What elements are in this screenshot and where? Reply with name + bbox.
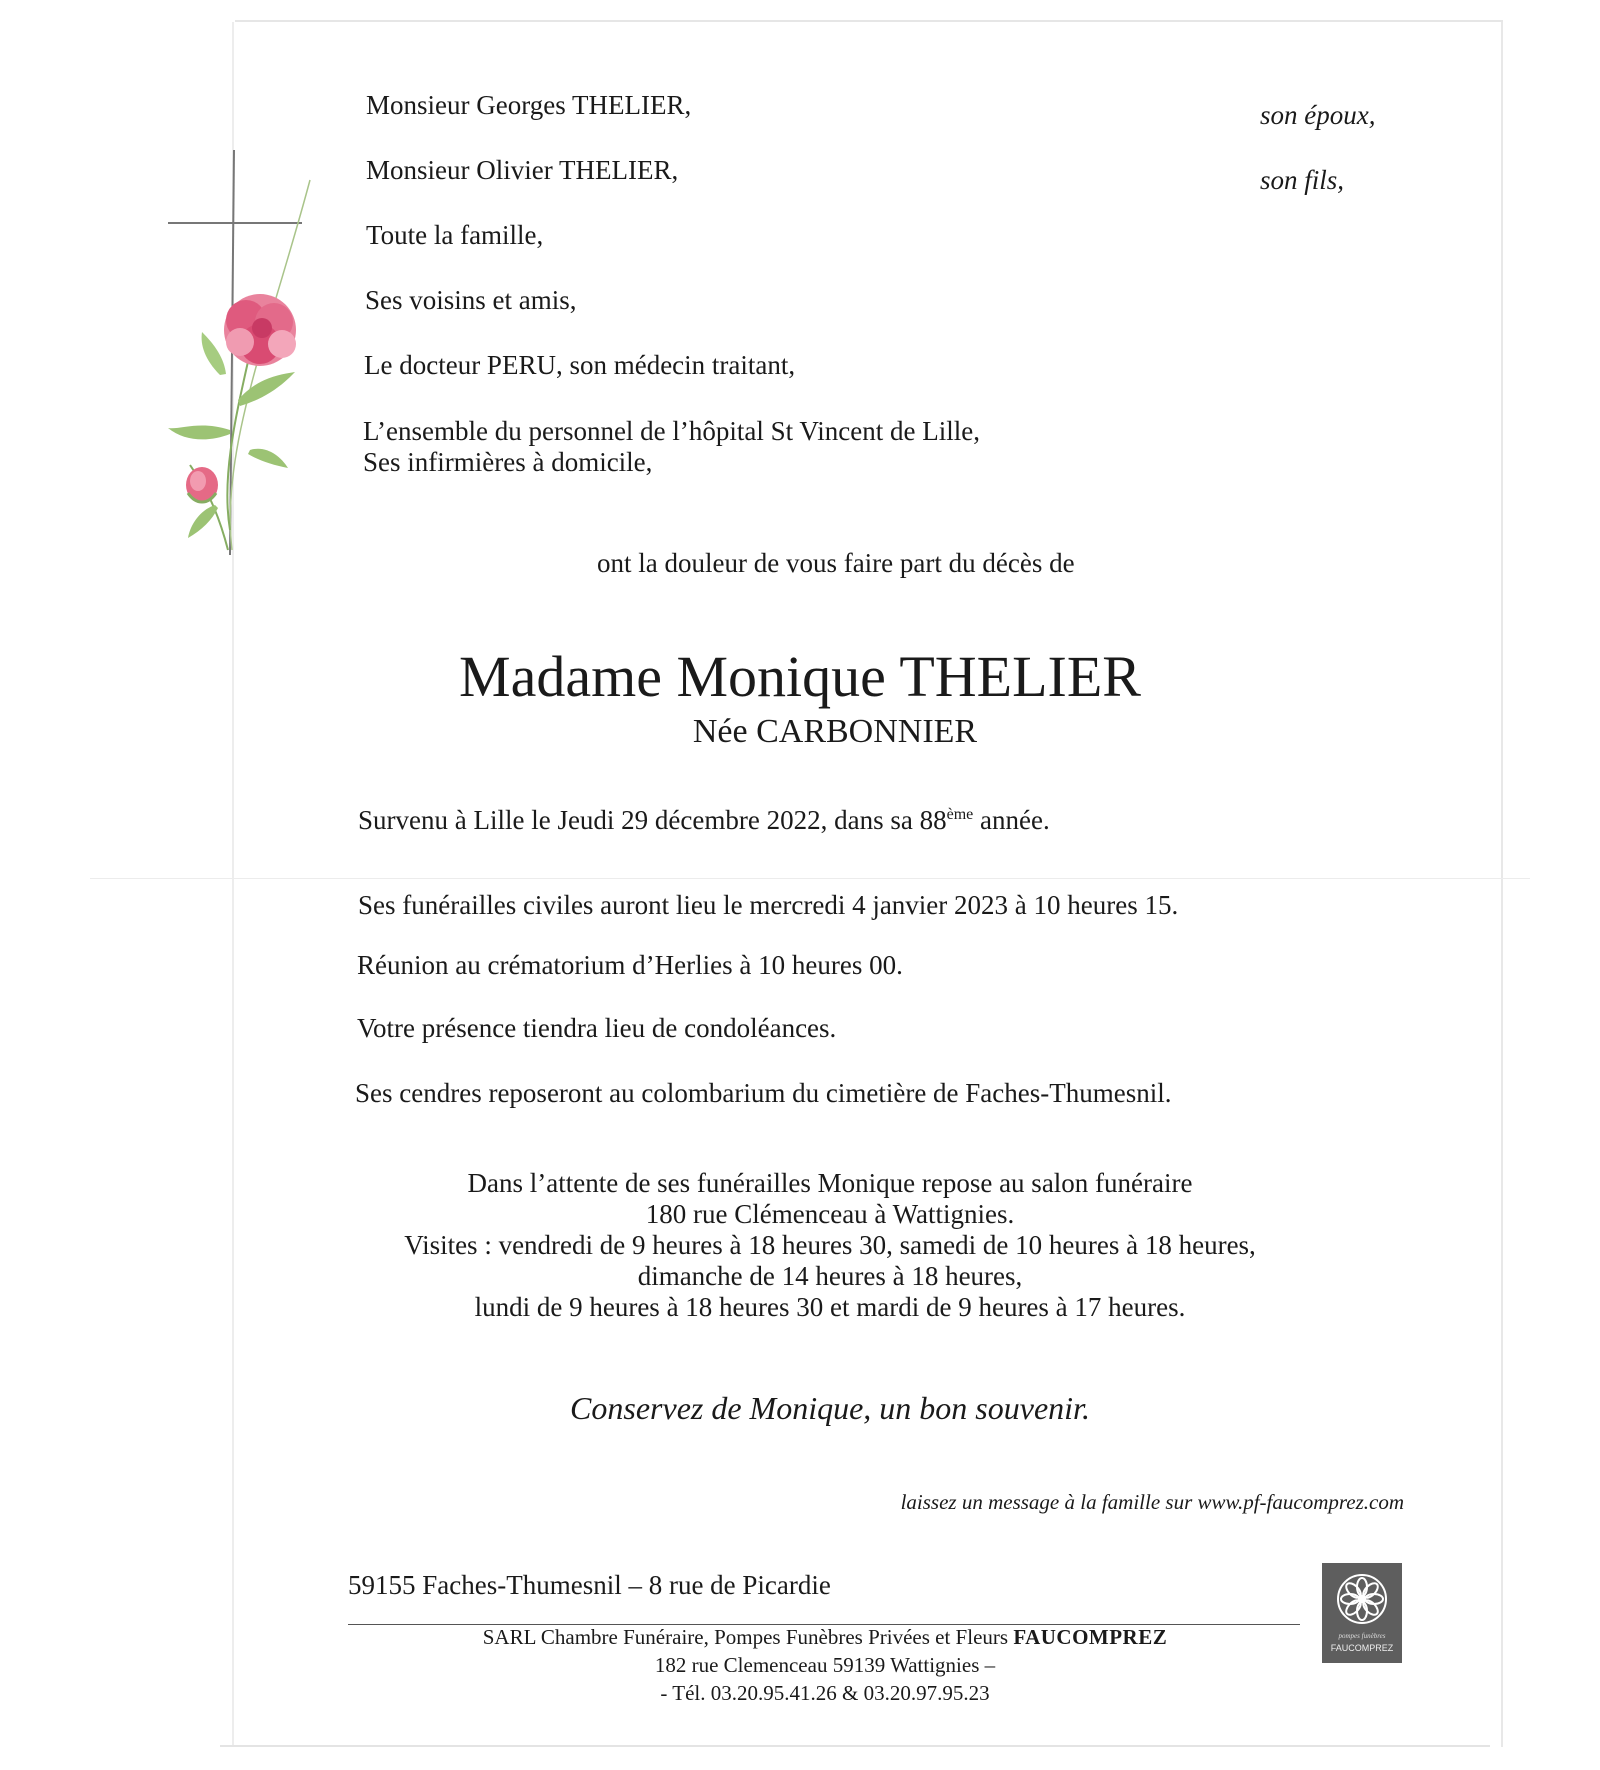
family-line-7: Ses infirmières à domicile, — [363, 447, 653, 477]
fold-line — [90, 878, 1530, 879]
visits-line-5: lundi de 9 heures à 18 heures 30 et mardi de 9 heures à 17 heures. — [474, 1292, 1186, 1322]
closing-line: Conservez de Monique, un bon souvenir. — [570, 1390, 1090, 1426]
faucomprez-logo — [1322, 1563, 1402, 1663]
announcement-text: ont la douleur de vous faire part du décès de — [597, 548, 1075, 578]
death-date-suffix: année. — [973, 805, 1050, 835]
family-line-4: Ses voisins et amis, — [365, 285, 577, 315]
footer-line2: 182 rue Clemenceau 59139 Wattignies – — [654, 1653, 996, 1677]
address: 59155 Faches-Thumesnil – 8 rue de Picardie — [348, 1570, 831, 1600]
family-line-5: Le docteur PERU, son médecin traitant, — [364, 350, 796, 380]
family-line-1: Monsieur Georges THELIER, — [366, 90, 692, 120]
footer — [345, 1623, 1305, 1707]
family-role-2: son fils, — [1260, 165, 1345, 195]
visits-block — [0, 1168, 1600, 1323]
footer-brand: FAUCOMPREZ — [1013, 1625, 1168, 1649]
death-date — [358, 800, 1050, 835]
cross-flower-icon — [160, 150, 340, 570]
website-message: laissez un message à la famille sur www.pf-faucomprez.com — [900, 1490, 1404, 1514]
family-line-6: L’ensemble du personnel de l’hôpital St Vincent de Lille, — [363, 416, 980, 446]
detail-ashes: Ses cendres reposeront au colombarium du cimetière de Faches-Thumesnil. — [355, 1078, 1172, 1108]
detail-funeral: Ses funérailles civiles auront lieu le mercredi 4 janvier 2023 à 10 heures 15. — [358, 890, 1179, 920]
scan-edge-bottom — [220, 1745, 1490, 1747]
family-line-3: Toute la famille, — [366, 220, 544, 250]
footer-line1: SARL Chambre Funéraire, Pompes Funèbres Privées et Fleurs — [482, 1625, 1014, 1649]
death-date-prefix: Survenu à Lille le Jeudi 29 décembre 2022, dans sa 88 — [358, 805, 947, 835]
death-date-sup: ème — [946, 806, 974, 823]
scan-edge-top — [235, 20, 1503, 22]
visits-line-1: Dans l’attente de ses funérailles Monique repose au salon funéraire — [467, 1168, 1193, 1198]
detail-condolences: Votre présence tiendra lieu de condoléances. — [357, 1013, 837, 1043]
scan-edge-right — [1501, 22, 1503, 1747]
logo-brand: FAUCOMPREZ — [1330, 1643, 1394, 1653]
maiden-name: Née CARBONNIER — [692, 713, 978, 750]
visits-line-3: Visites : vendredi de 9 heures à 18 heures 30, samedi de 10 heures à 18 heures, — [404, 1230, 1256, 1260]
rosette-icon — [1335, 1571, 1389, 1627]
detail-crematorium: Réunion au crématorium d’Herlies à 10 heures 00. — [357, 950, 903, 980]
family-role-1: son époux, — [1260, 100, 1376, 130]
deceased-name: Madame Monique THELIER — [459, 644, 1141, 709]
visits-line-4: dimanche de 14 heures à 18 heures, — [637, 1261, 1023, 1291]
footer-line3: - Tél. 03.20.95.41.26 & 03.20.97.95.23 — [660, 1681, 990, 1705]
family-line-2: Monsieur Olivier THELIER, — [366, 155, 679, 185]
logo-tagline: pompes funèbres — [1338, 1632, 1386, 1640]
visits-line-2: 180 rue Clémenceau à Wattignies. — [645, 1199, 1015, 1229]
